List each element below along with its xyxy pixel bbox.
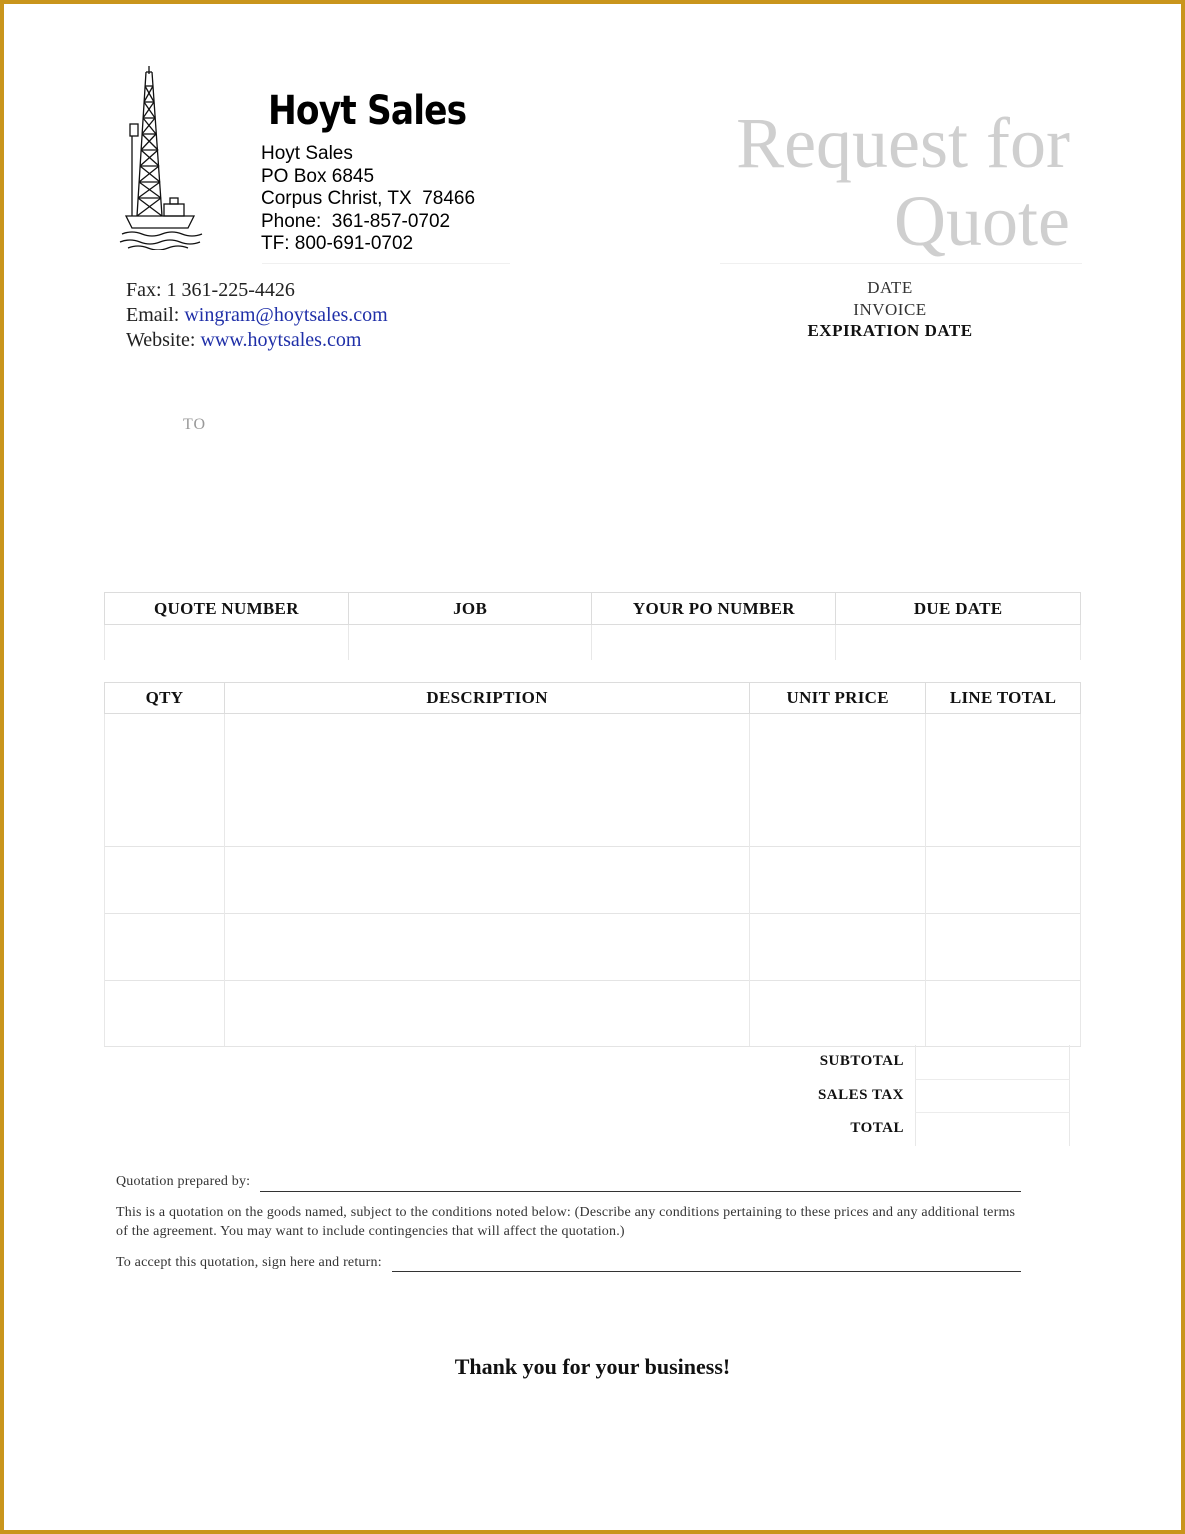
description-header: DESCRIPTION	[224, 683, 749, 714]
email-label: Email:	[126, 304, 185, 326]
divider	[262, 263, 510, 264]
oil-derrick-icon	[118, 66, 204, 250]
unit-price-header: UNIT PRICE	[750, 683, 926, 714]
qty-cell[interactable]	[105, 914, 225, 981]
thank-you-message: Thank you for your business!	[454, 1354, 731, 1379]
address-line: Hoyt Sales	[261, 143, 353, 164]
description-cell[interactable]	[224, 981, 749, 1047]
qty-header: QTY	[105, 683, 225, 714]
qty-cell[interactable]	[105, 847, 225, 914]
line-total-cell[interactable]	[926, 914, 1081, 981]
date-label: DATE	[867, 278, 913, 297]
subtotal-value[interactable]	[915, 1045, 1070, 1079]
unit-price-cell[interactable]	[750, 847, 926, 914]
description-cell[interactable]	[224, 847, 749, 914]
table-row	[105, 847, 1081, 914]
description-cell[interactable]	[224, 714, 749, 847]
fax-text: Fax: 1 361-225-4426	[126, 279, 295, 301]
unit-price-cell[interactable]	[750, 714, 926, 847]
contact-info	[126, 278, 388, 353]
due-date-header: DUE DATE	[836, 593, 1081, 625]
job-header: JOB	[348, 593, 592, 625]
total-value[interactable]	[915, 1112, 1070, 1146]
terms-section	[116, 1172, 1021, 1272]
expiration-date-label: EXPIRATION DATE	[807, 321, 973, 340]
total-label: TOTAL	[850, 1120, 904, 1136]
website-row	[126, 328, 388, 353]
sales-tax-row	[750, 1079, 1081, 1113]
unit-price-cell[interactable]	[750, 914, 926, 981]
sales-tax-label: SALES TAX	[817, 1086, 904, 1103]
po-number-cell[interactable]	[592, 625, 836, 661]
job-cell[interactable]	[348, 625, 592, 661]
quote-number-header: QUOTE NUMBER	[105, 593, 349, 625]
sales-tax-value[interactable]	[915, 1079, 1070, 1113]
email-link[interactable]: wingram@hoytsales.com	[184, 304, 388, 326]
document-title	[736, 104, 1070, 260]
line-total-cell[interactable]	[926, 981, 1081, 1047]
prepared-by-row	[116, 1172, 1021, 1192]
qty-cell[interactable]	[105, 981, 225, 1047]
company-logo-text: Hoyt Sales	[268, 88, 467, 134]
prepared-by-label: Quotation prepared by:	[116, 1174, 251, 1189]
email-row	[126, 303, 388, 328]
company-address	[261, 143, 475, 256]
line-total-cell[interactable]	[926, 714, 1081, 847]
address-line: PO Box 6845	[261, 165, 375, 187]
unit-price-cell[interactable]	[750, 981, 926, 1047]
title-line-2: Quote	[894, 181, 1070, 261]
line-items-table	[104, 682, 1081, 1047]
table-row	[105, 914, 1081, 981]
line-total-header: LINE TOTAL	[926, 683, 1081, 714]
signature-line[interactable]	[392, 1257, 1021, 1272]
title-line-1: Request for	[736, 103, 1070, 183]
quote-info-table	[104, 592, 1081, 660]
document-meta	[790, 277, 990, 342]
address-line: Phone: 361-857-0702	[261, 210, 451, 232]
accept-label: To accept this quotation, sign here and return:	[116, 1254, 382, 1270]
po-number-header: YOUR PO NUMBER	[592, 593, 836, 625]
website-label: Website:	[126, 329, 201, 351]
prepared-by-line[interactable]	[260, 1177, 1021, 1192]
website-link[interactable]: www.hoytsales.com	[200, 329, 362, 351]
table-row	[105, 714, 1081, 847]
totals-section	[750, 1045, 1081, 1146]
line-total-cell[interactable]	[926, 847, 1081, 914]
address-line: TF: 800-691-0702	[261, 233, 414, 254]
subtotal-row	[750, 1045, 1081, 1079]
divider	[720, 263, 1082, 264]
address-line: Corpus Christ, TX 78466	[261, 188, 476, 209]
to-label: TO	[183, 416, 207, 433]
table-row	[105, 981, 1081, 1047]
accept-row	[116, 1253, 1021, 1273]
quote-number-cell[interactable]	[105, 625, 349, 661]
invoice-label: INVOICE	[853, 299, 927, 319]
due-date-cell[interactable]	[836, 625, 1081, 661]
total-row	[750, 1112, 1081, 1146]
description-cell[interactable]	[224, 914, 749, 981]
qty-cell[interactable]	[105, 714, 225, 847]
conditions-text: This is a quotation on the goods named, subject to the conditions noted below: (Describe any conditions pertaining to these prices and any additional terms of the agreement. You may want to include contingencies that will affect the quotation.)	[116, 1204, 1016, 1239]
subtotal-label: SUBTOTAL	[819, 1053, 904, 1069]
